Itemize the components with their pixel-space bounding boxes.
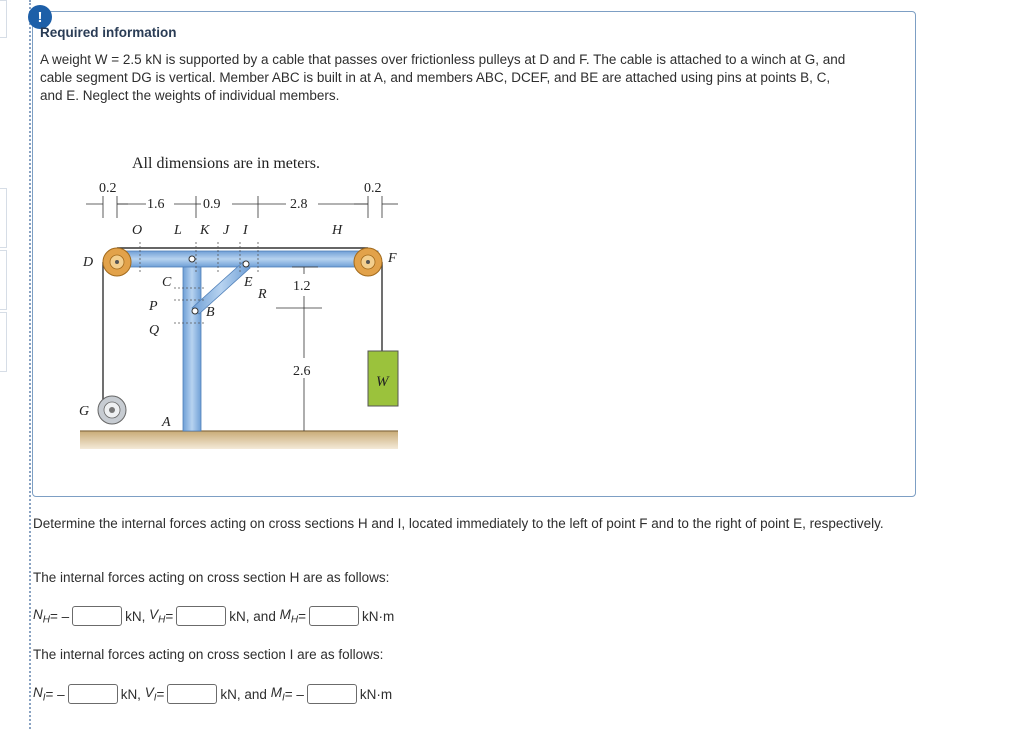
mi-input[interactable] [307,684,357,704]
ni-prefix: = – [45,686,65,702]
dim-c: 2.8 [290,197,308,212]
mi-label: $M_I$ [270,684,285,704]
winch-g [98,396,126,424]
ni-input[interactable] [68,684,118,704]
side-tab [0,312,7,372]
pin-b [192,308,198,314]
section-h-answers [33,605,394,627]
section-i-answers [33,683,392,705]
label-j: J [223,223,230,238]
left-dotted-rule [29,0,31,729]
side-tab [0,250,7,310]
vh-input[interactable] [176,606,226,626]
label-b: B [206,305,215,320]
label-f: F [388,251,397,266]
label-a: A [162,415,171,430]
label-q: Q [149,323,160,338]
mh-prefix: = [298,608,306,624]
vh-unit: kN, and [229,608,276,624]
ni-label: $N_I$ [33,684,46,704]
dim-left-offset: 0.2 [99,181,117,196]
side-tab [0,188,7,248]
vi-unit: kN, and [220,686,267,702]
vi-label: $V_I$ [144,684,157,704]
pin-c [189,256,195,262]
label-g: G [79,404,90,419]
member-abc [183,253,201,431]
nh-unit: kN, [125,608,146,624]
pulley-d [103,248,131,276]
required-information-title: Required information [40,25,177,40]
label-r: R [258,287,267,302]
nh-label: $N_H$ [33,606,50,626]
ni-unit: kN, [120,686,141,702]
label-i: I [243,223,248,238]
vi-input[interactable] [167,684,217,704]
exclamation-icon: ! [28,5,52,29]
pin-e [243,261,249,267]
label-p: P [149,299,158,314]
section-i-heading: The internal forces acting on cross section I are as follows: [33,647,384,662]
label-c: C [162,275,172,290]
vh-prefix: = [165,608,174,624]
pulley-f [354,248,382,276]
mh-unit: kN·m [361,608,395,624]
ground [80,431,398,449]
label-h: H [332,223,343,238]
structure-diagram [46,138,406,458]
dim-a: 1.6 [147,197,165,212]
question-prompt: Determine the internal forces acting on cross sections H and I, located immediately to the left of point F and to the right of point E, respectively. [33,516,884,531]
label-d: D [83,255,94,270]
nh-input[interactable] [72,606,122,626]
dim-height-upper: 1.2 [293,279,311,294]
nh-prefix: = – [49,608,70,624]
mi-prefix: = – [284,686,304,702]
dim-height-lower: 2.6 [293,364,311,379]
mi-unit: kN·m [359,686,393,702]
dim-right-offset: 0.2 [364,181,382,196]
label-e: E [244,275,253,290]
problem-statement: A weight W = 2.5 kN is supported by a cable that passes over frictionless pulleys at D and F. The cable is attached to a winch at G, and cable segment DG is vertical. Member ABC is built in at A, and members ABC, DCEF, and BE are attached using pins at points B, C, and E. Neglect the weights of individual members. [40,52,846,103]
label-k: K [200,223,210,238]
vi-prefix: = [156,686,165,702]
top-dimension-lines [86,196,398,218]
mh-label: $M_H$ [279,606,299,626]
dim-b: 0.9 [203,197,221,212]
label-o: O [132,223,143,238]
vh-label: $V_H$ [149,606,166,626]
mh-input[interactable] [309,606,359,626]
side-tab [0,0,7,38]
label-l: L [174,223,182,238]
dimensions-caption: All dimensions are in meters. [132,155,320,172]
section-h-heading: The internal forces acting on cross section H are as follows: [33,570,390,585]
label-w: W [376,374,389,390]
